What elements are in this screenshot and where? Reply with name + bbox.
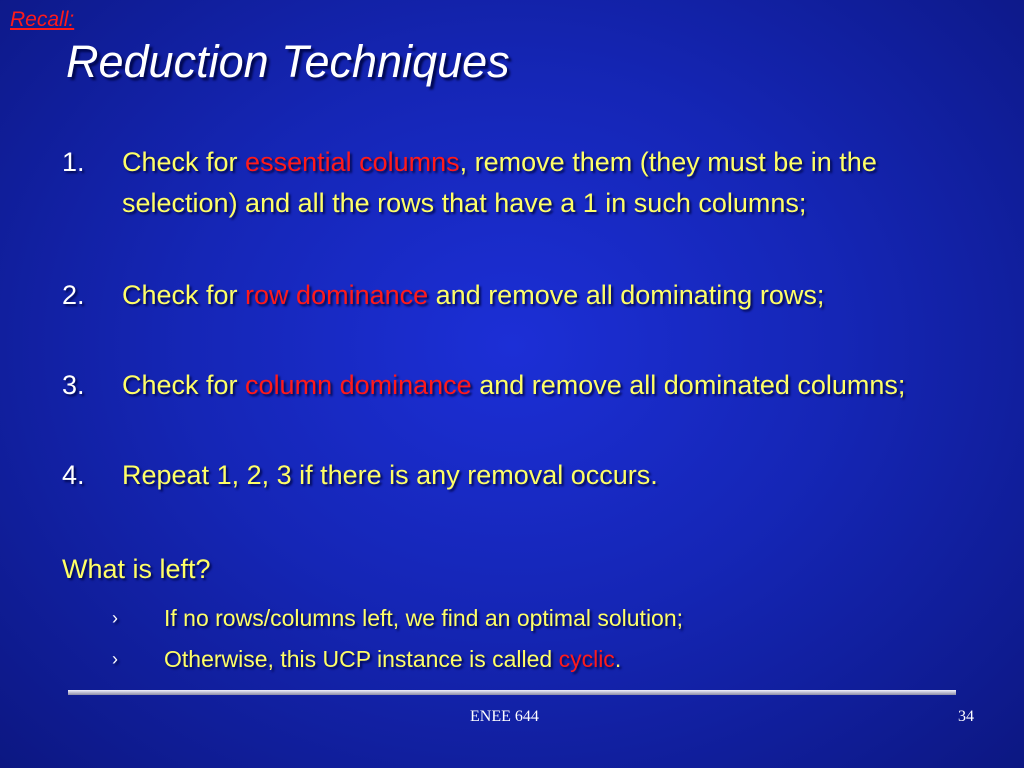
page-number: 34 — [958, 708, 974, 725]
recall-label: Recall: — [10, 8, 75, 31]
list-number: 3. — [62, 370, 85, 400]
question-heading: What is left? — [62, 554, 211, 584]
list-item-text — [122, 365, 992, 406]
text-prefix: Otherwise, this UCP instance is called — [164, 646, 559, 672]
list-number: 2. — [62, 280, 85, 310]
text-suffix: and remove all dominated columns; — [471, 370, 906, 400]
highlight-text: essential columns — [245, 147, 460, 177]
text-suffix: and remove all dominating rows; — [428, 280, 825, 310]
chevron-right-icon: › — [112, 608, 118, 628]
footer-divider — [68, 690, 956, 695]
highlight-text: row dominance — [245, 280, 429, 310]
sub-bullet-1 — [112, 603, 683, 633]
list-item-text: Repeat 1, 2, 3 if there is any removal occurs. — [122, 460, 658, 490]
slide-title: Reduction Techniques — [66, 36, 510, 87]
list-item-text — [122, 142, 992, 224]
list-item-4 — [62, 455, 992, 496]
sub-bullet-2 — [112, 644, 621, 674]
highlight-text: cyclic — [558, 646, 615, 672]
list-number: 4. — [62, 460, 85, 490]
highlight-text: column dominance — [245, 370, 472, 400]
footer-course: ENEE 644 — [470, 708, 539, 725]
sub-bullet-text: If no rows/columns left, we find an optimal solution; — [164, 605, 684, 631]
chevron-right-icon: › — [112, 649, 118, 669]
text-prefix: Check for — [122, 280, 246, 310]
list-number: 1. — [62, 147, 85, 177]
list-item-text — [122, 275, 992, 316]
list-item-2 — [62, 275, 992, 316]
text-prefix: Check for — [122, 370, 246, 400]
list-item-3 — [62, 365, 992, 406]
text-suffix: . — [614, 646, 622, 672]
list-item-1 — [62, 142, 992, 224]
text-prefix: Check for — [122, 147, 246, 177]
sub-bullet-text — [164, 646, 621, 672]
text-suffix: , remove them (they must be in the selection) and all the rows that have a 1 in such columns; — [122, 147, 877, 218]
